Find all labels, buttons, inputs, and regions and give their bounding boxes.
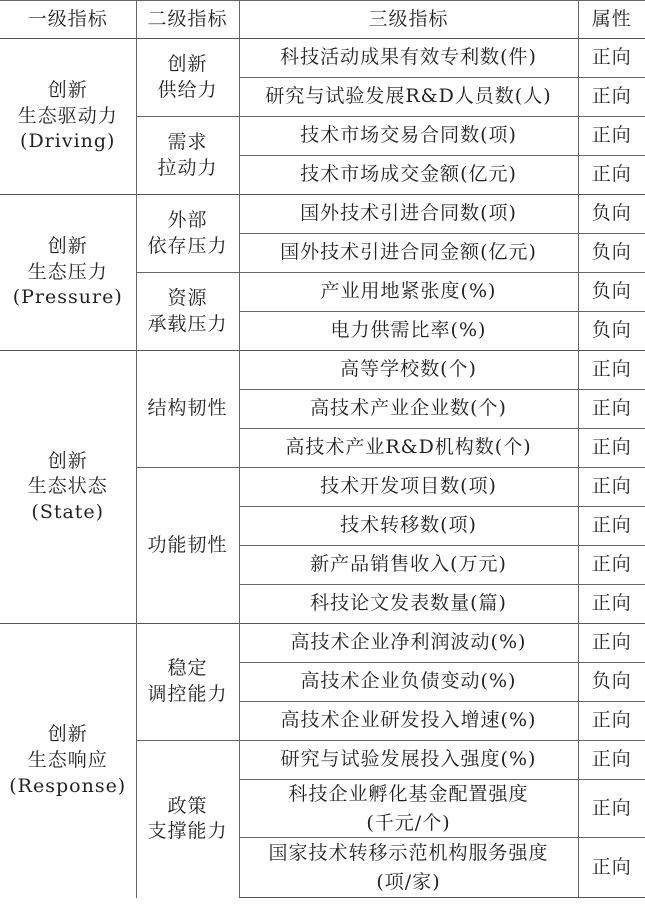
- level1-line: 生态状态: [27, 475, 108, 498]
- level3-indicator: 国外技术引进合同金额(亿元): [239, 234, 578, 273]
- header-level1: 一级指标: [0, 1, 136, 39]
- level2-line: 拉动力: [157, 156, 218, 179]
- attribute-cell: 正向: [578, 429, 645, 468]
- attribute-cell: 正向: [578, 507, 645, 546]
- table-row: [0, 624, 645, 663]
- level3-indicator: 技术市场交易合同数(项): [239, 117, 578, 156]
- level2-line: 政策: [167, 794, 208, 817]
- level1-line: 创新: [47, 235, 88, 258]
- attribute-cell: 正向: [578, 624, 645, 663]
- level3-indicator: 产业用地紧张度(%): [239, 273, 578, 312]
- level2-indicator: [136, 468, 239, 624]
- level3-indicator: 技术市场成交金额(亿元): [239, 156, 578, 195]
- level1-line: (Driving): [20, 130, 116, 153]
- header-row: [0, 1, 645, 39]
- attribute-cell: 正向: [578, 117, 645, 156]
- level3-indicator: 高技术产业R&D机构数(个): [239, 429, 578, 468]
- level3-indicator: [239, 838, 578, 898]
- level2-line: 创新: [167, 52, 208, 75]
- table-row: [0, 351, 645, 390]
- attribute-cell: 正向: [578, 39, 645, 78]
- level1-line: 生态响应: [27, 748, 108, 771]
- level3-indicator: [239, 780, 578, 838]
- level2-line: 承载压力: [147, 312, 228, 335]
- level1-line: (Response): [9, 774, 127, 797]
- header-attribute: 属性: [578, 1, 645, 39]
- level1-line: 生态压力: [27, 260, 108, 283]
- level2-line: 结构韧性: [147, 397, 228, 420]
- level1-line: 创新: [47, 449, 88, 472]
- level1-line: 创新: [47, 723, 88, 746]
- level2-line: 需求: [167, 130, 208, 153]
- attribute-cell: 负向: [578, 195, 645, 234]
- level1-indicator: [0, 351, 136, 624]
- level2-line: 支撑能力: [147, 820, 228, 843]
- level3-line: 科技企业孵化基金配置强度: [288, 783, 529, 805]
- table-body: [0, 39, 645, 898]
- level2-line: 外部: [167, 208, 208, 231]
- level2-indicator: [136, 351, 239, 468]
- level2-indicator: [136, 117, 239, 195]
- header-level3: 三级指标: [239, 1, 578, 39]
- level1-indicator: [0, 39, 136, 195]
- level3-indicator: 高等学校数(个): [239, 351, 578, 390]
- level3-line: (项/家): [376, 870, 441, 893]
- attribute-cell: 正向: [578, 156, 645, 195]
- level2-indicator: [136, 624, 239, 741]
- level1-line: 生态驱动力: [17, 104, 118, 127]
- attribute-cell: 正向: [578, 546, 645, 585]
- attribute-cell: 正向: [578, 702, 645, 741]
- level3-indicator: 科技活动成果有效专利数(件): [239, 39, 578, 78]
- level3-indicator: 高技术企业净利润波动(%): [239, 624, 578, 663]
- level1-line: (Pressure): [12, 286, 123, 309]
- table-row: [0, 39, 645, 78]
- attribute-cell: 正向: [578, 78, 645, 117]
- level2-line: 依存压力: [147, 234, 228, 257]
- attribute-cell: 负向: [578, 273, 645, 312]
- level2-line: 资源: [167, 286, 208, 309]
- level2-line: 供给力: [157, 78, 218, 101]
- table-row: [0, 195, 645, 234]
- header-level2: 二级指标: [136, 1, 239, 39]
- attribute-cell: 正向: [578, 585, 645, 624]
- level1-indicator: [0, 195, 136, 351]
- level2-indicator: [136, 273, 239, 351]
- attribute-cell: 负向: [578, 663, 645, 702]
- attribute-cell: 正向: [578, 351, 645, 390]
- attribute-cell: 正向: [578, 838, 645, 898]
- level2-line: 调控能力: [147, 683, 228, 705]
- attribute-cell: 正向: [578, 468, 645, 507]
- level1-line: 创新: [47, 79, 88, 102]
- level3-indicator: 电力供需比率(%): [239, 312, 578, 351]
- level3-indicator: 研究与试验发展投入强度(%): [239, 741, 578, 780]
- level3-indicator: 研究与试验发展R&D人员数(人): [239, 78, 578, 117]
- level3-indicator: 高技术企业负债变动(%): [239, 663, 578, 702]
- level2-indicator: [136, 195, 239, 273]
- level3-line: (千元/个): [366, 811, 451, 834]
- level3-indicator: 新产品销售收入(万元): [239, 546, 578, 585]
- level2-line: 功能韧性: [147, 533, 228, 556]
- attribute-cell: 正向: [578, 741, 645, 780]
- attribute-cell: 负向: [578, 234, 645, 273]
- level3-indicator: 技术转移数(项): [239, 507, 578, 546]
- level2-indicator: [136, 741, 239, 898]
- level3-indicator: 技术开发项目数(项): [239, 468, 578, 507]
- level3-indicator: 高技术企业研发投入增速(%): [239, 702, 578, 741]
- level3-indicator: 科技论文发表数量(篇): [239, 585, 578, 624]
- level3-indicator: 高技术产业企业数(个): [239, 390, 578, 429]
- level1-indicator: [0, 624, 136, 898]
- level3-indicator: 国外技术引进合同数(项): [239, 195, 578, 234]
- level1-line: (State): [31, 500, 105, 523]
- level2-indicator: [136, 39, 239, 117]
- level2-line: 稳定: [167, 657, 208, 680]
- attribute-cell: 负向: [578, 312, 645, 351]
- level3-line: 国家技术转移示范机构服务强度: [268, 842, 549, 864]
- attribute-cell: 正向: [578, 780, 645, 838]
- attribute-cell: 正向: [578, 390, 645, 429]
